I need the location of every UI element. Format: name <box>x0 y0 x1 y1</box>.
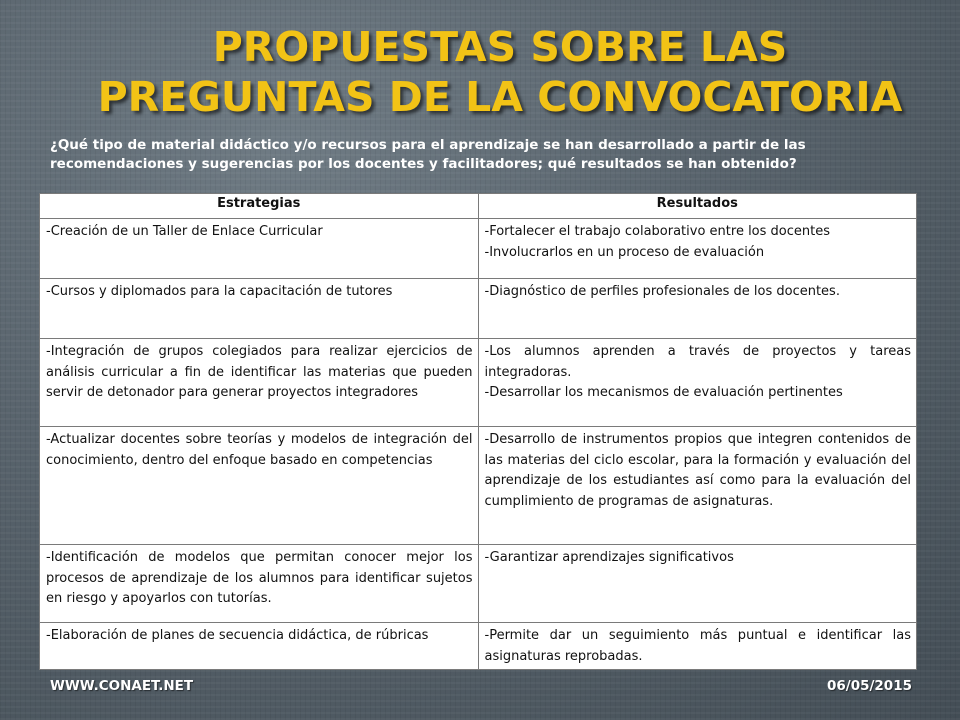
table-row <box>40 545 917 623</box>
result-item: -Desarrollar los mecanismos de evaluación pertinentes <box>484 385 843 400</box>
proposals-table <box>39 193 917 670</box>
header-results: Resultados <box>478 194 917 219</box>
results-cell <box>478 623 917 670</box>
table-row <box>40 219 917 279</box>
result-item: -Diagnóstico de perfiles profesionales de los docentes. <box>484 284 840 299</box>
result-item: -Garantizar aprendizajes significativos <box>484 550 734 565</box>
question-text: ¿Qué tipo de material didáctico y/o recursos para el aprendizaje se han desarrollado a partir de las recomendaciones y sugerencias por los docentes y facilitadores; qué resultados se han obtenido? <box>50 137 806 172</box>
results-cell <box>478 427 917 545</box>
results-cell <box>478 339 917 427</box>
table-row <box>40 339 917 427</box>
strategy-cell: -Elaboración de planes de secuencia didáctica, de rúbricas <box>40 623 479 670</box>
result-item: -Permite dar un seguimiento más puntual e identificar las asignaturas reprobadas. <box>484 628 911 664</box>
footer-date: 06/05/2015 <box>826 678 912 694</box>
footer-website: WWW.CONAET.NET <box>50 678 194 694</box>
table-row <box>40 279 917 339</box>
proposals-table-container <box>39 193 917 670</box>
slide-title <box>40 22 960 122</box>
strategy-cell: -Cursos y diplomados para la capacitación de tutores <box>40 279 479 339</box>
result-item: -Desarrollo de instrumentos propios que integren contenidos de las materias del ciclo escolar, para la formación y evaluación del aprendizaje de los estudiantes así como para la evaluación del cumplimiento de programas de asignaturas. <box>484 432 911 509</box>
results-cell <box>478 279 917 339</box>
strategy-cell: -Actualizar docentes sobre teorías y modelos de integración del conocimiento, dentro del enfoque basado en competencias <box>40 427 479 545</box>
result-item: -Involucrarlos en un proceso de evaluación <box>484 244 765 260</box>
results-cell <box>478 219 917 279</box>
table-row <box>40 623 917 670</box>
results-cell <box>478 545 917 623</box>
header-strategies: Estrategias <box>40 194 479 219</box>
table-header-row <box>40 194 917 219</box>
table-row <box>40 427 917 545</box>
slide-title-line-2: PREGUNTAS DE LA CONVOCATORIA <box>97 73 903 121</box>
strategy-cell: -Integración de grupos colegiados para realizar ejercicios de análisis curricular a fin de identificar las materias que pueden servir de detonador para generar proyectos integradores <box>40 339 479 427</box>
slide-title-line-1: PROPUESTAS SOBRE LAS <box>212 23 788 71</box>
result-item: -Fortalecer el trabajo colaborativo entre los docentes <box>484 224 831 239</box>
strategy-cell: -Creación de un Taller de Enlace Curricular <box>40 219 479 279</box>
result-item: -Los alumnos aprenden a través de proyectos y tareas integradoras. <box>484 344 911 380</box>
strategy-cell: -Identificación de modelos que permitan conocer mejor los procesos de aprendizaje de los alumnos para identificar sujetos en riesgo y apoyarlos con tutorías. <box>40 545 479 623</box>
